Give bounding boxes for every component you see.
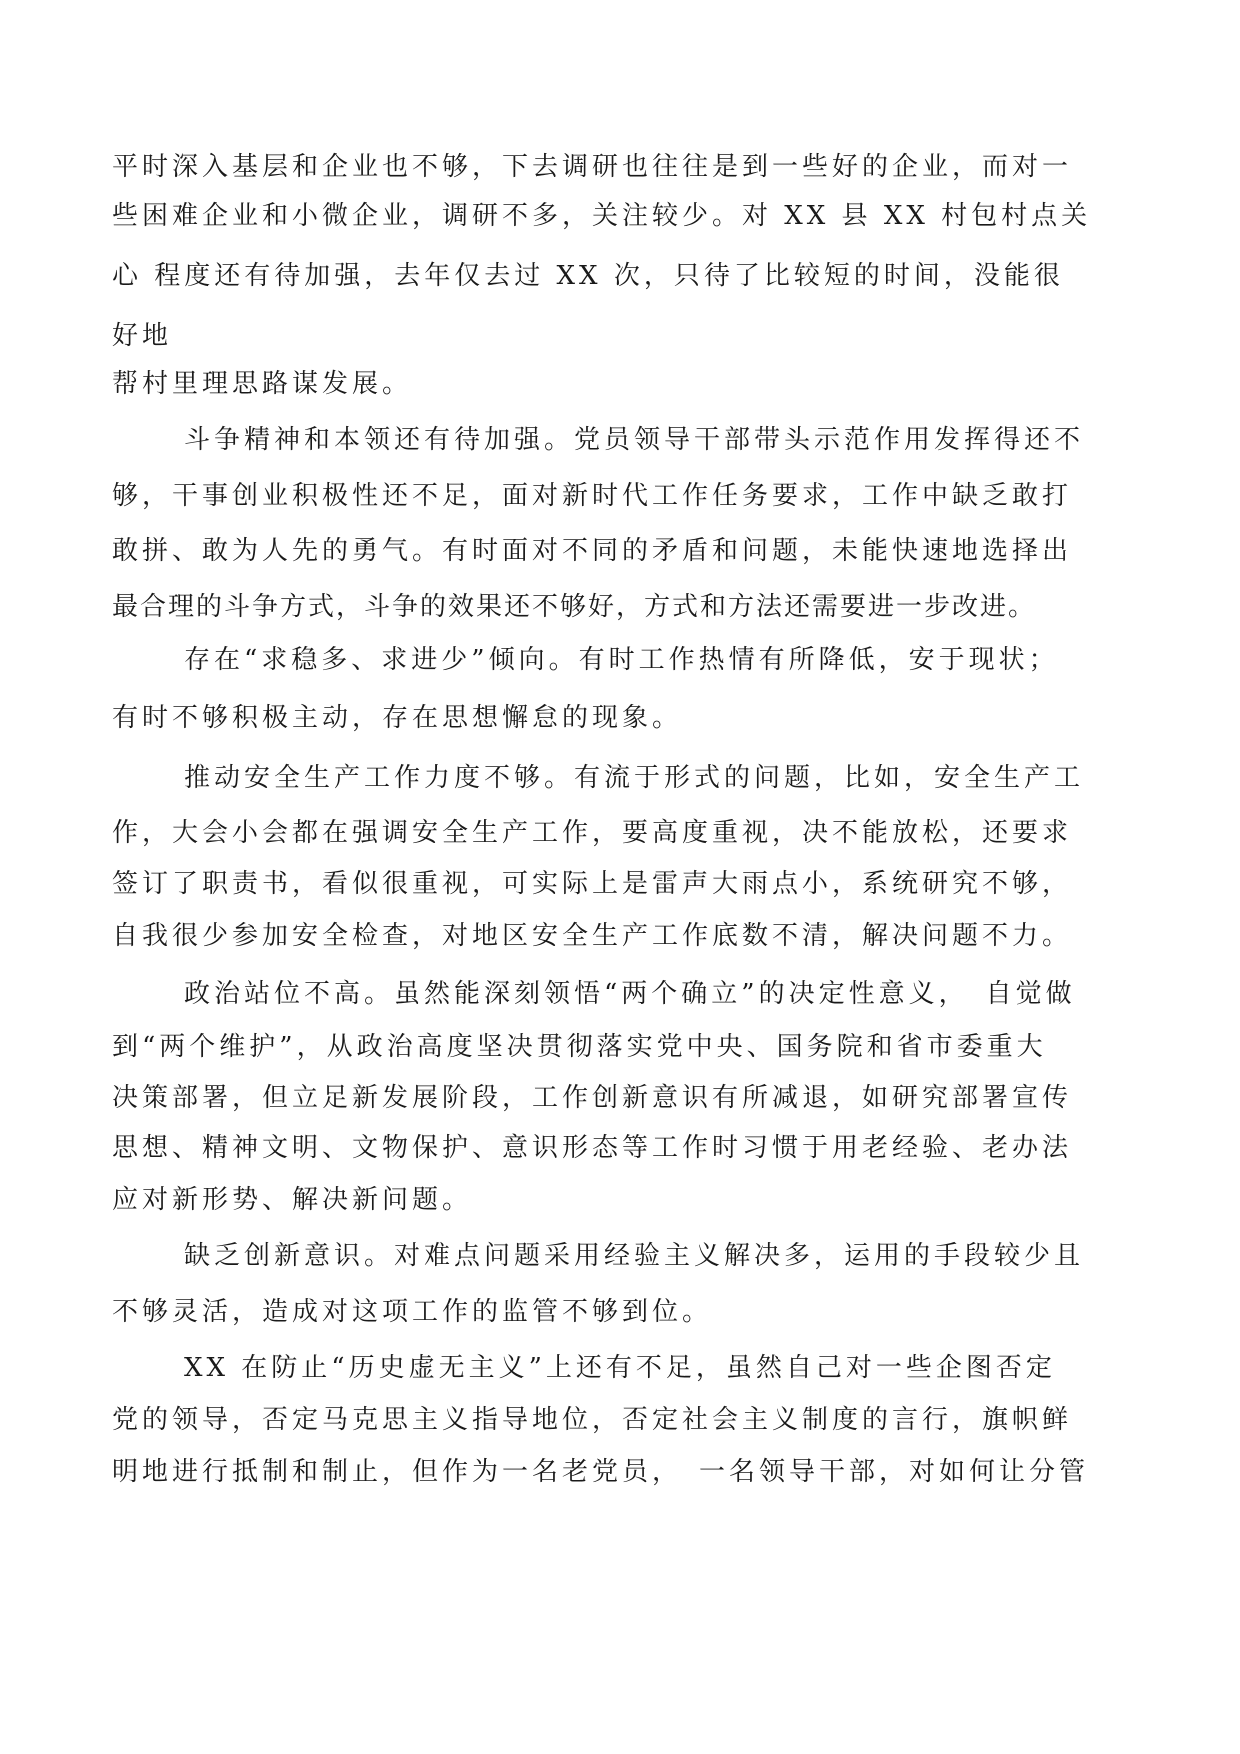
text-line: 决策部署，但立足新发展阶段，工作创新意识有所减退，如研究部署宣传 [112,1083,1073,1113]
text-line: 明地进行抵制和制止，但作为一名老党员， 一名领导干部，对如何让分管 [112,1457,1090,1487]
text-line: 平时深入基层和企业也不够，下去调研也往往是到一些好的企业，而对一 [112,152,1073,182]
text-line: 存在“求稳多、求进少”倾向。有时工作热情有所降低，安于现状； [184,645,1059,675]
text-line: 自我很少参加安全检查，对地区安全生产工作底数不清，解决问题不力。 [112,921,1073,951]
text-line: 作，大会小会都在强调安全生产工作，要高度重视，决不能放松，还要求 [112,818,1073,848]
text-line: XX 在防止“历史虚无主义”上还有不足，虽然自己对一些企图否定 [184,1353,1056,1383]
text-line: 有时不够积极主动，存在思想懈怠的现象。 [112,703,683,733]
text-line: 不够灵活，造成对这项工作的监管不够到位。 [112,1297,713,1327]
text-line: 到“两个维护”，从政治高度坚决贯彻落实党中央、国务院和省市委重大 [112,1032,1047,1062]
text-line: 斗争精神和本领还有待加强。党员领导干部带头示范作用发挥得还不 [184,425,1085,455]
text-line: 心 程度还有待加强，去年仅去过 XX 次，只待了比较短的时间，没能很 [112,261,1064,291]
text-line: 推动安全生产工作力度不够。有流于形式的问题，比如，安全生产工 [184,763,1085,793]
text-line: 够，干事创业积极性还不足，面对新时代工作任务要求，工作中缺乏敢打 [112,481,1073,511]
text-line: 最合理的斗争方式，斗争的效果还不够好，方式和方法还需要进一步改进。 [112,592,1037,622]
text-line: 缺乏创新意识。对难点问题采用经验主义解决多，运用的手段较少且 [184,1241,1085,1271]
text-line: 些困难企业和小微企业，调研不多，关注较少。对 XX 县 XX 村包村点关 [112,201,1092,231]
text-line: 好地 [112,321,173,351]
text-line: 帮村里理思路谋发展。 [112,369,413,399]
text-line: 应对新形势、解决新问题。 [112,1185,473,1215]
text-line: 思想、精神文明、文物保护、意识形态等工作时习惯于用老经验、老办法 [112,1133,1073,1163]
text-line: 党的领导，否定马克思主义指导地位，否定社会主义制度的言行，旗帜鲜 [112,1405,1073,1435]
text-line: 政治站位不高。虽然能深刻领悟“两个确立”的决定性意义， 自觉做 [184,979,1076,1009]
text-line: 签订了职责书，看似很重视，可实际上是雷声大雨点小，系统研究不够， [112,869,1073,899]
text-line: 敢拼、敢为人先的勇气。有时面对不同的矛盾和问题，未能快速地选择出 [112,536,1073,566]
